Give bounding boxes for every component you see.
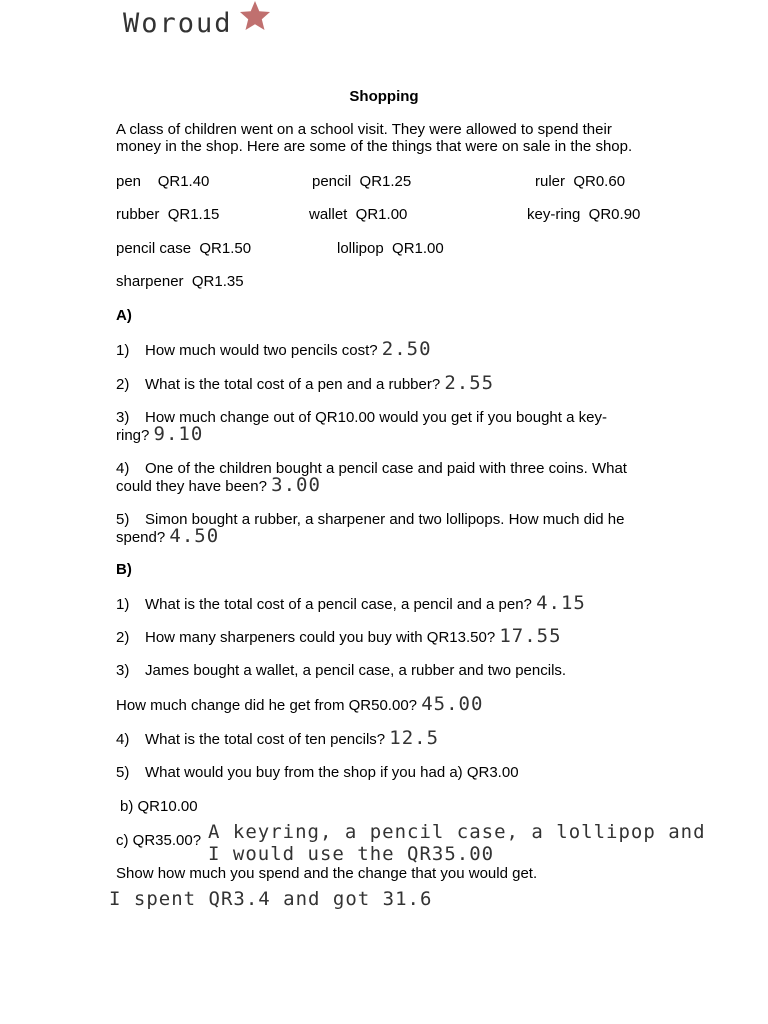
handwritten-answer: 17.55 — [499, 625, 562, 647]
handwritten-answer: 9.10 — [153, 423, 204, 445]
question-number: 1) — [116, 342, 130, 359]
handwritten-answer-c-line1: A keyring, a pencil case, a lollipop and — [208, 821, 706, 843]
item-lollipop: lollipop QR1.00 — [337, 240, 444, 257]
question-text: How much would two pencils cost? — [145, 342, 378, 359]
question-number: 3) — [116, 409, 130, 426]
item-sharpener: sharpener QR1.35 — [116, 273, 244, 290]
star-icon — [237, 0, 273, 33]
item-ruler: ruler QR0.60 — [535, 173, 626, 190]
question-text: What is the total cost of a pen and a rubber? — [145, 376, 441, 393]
student-name: Woroud — [123, 8, 233, 39]
question-a2 — [116, 372, 495, 394]
question-text: What is the total cost of a pencil case, a pencil and a pen? — [145, 596, 532, 613]
question-text: How much change out of QR10.00 would you get if you bought a key-ring? — [116, 409, 607, 444]
item-pen: pen QR1.40 — [116, 173, 210, 190]
question-b3-followup — [116, 693, 484, 715]
option-b: b) QR10.00 — [120, 798, 198, 815]
item-rubber: rubber QR1.15 — [116, 206, 220, 223]
question-b3 — [116, 662, 566, 679]
question-number: 1) — [116, 596, 130, 613]
question-text: What is the total cost of ten pencils? — [145, 731, 386, 748]
question-text: What would you buy from the shop if you had a) QR3.00 — [145, 764, 519, 781]
question-text: How many sharpeners could you buy with QR13.50? — [145, 629, 496, 646]
handwritten-answer: 2.55 — [444, 372, 495, 394]
question-number: 5) — [116, 511, 130, 528]
question-number: 4) — [116, 731, 130, 748]
question-a3 — [116, 409, 636, 444]
handwritten-answer-c-line2: I would use the QR35.00 — [208, 843, 495, 865]
question-text: James bought a wallet, a pencil case, a rubber and two pencils. — [145, 662, 567, 679]
question-a5 — [116, 511, 656, 546]
show-work-instruction: Show how much you spend and the change that you would get. — [116, 865, 538, 882]
question-b2 — [116, 625, 562, 647]
handwritten-answer: 4.50 — [169, 525, 220, 547]
item-wallet: wallet QR1.00 — [309, 206, 408, 223]
question-number: 3) — [116, 662, 130, 679]
section-a-heading: A) — [116, 307, 132, 324]
handwritten-answer: 4.15 — [536, 592, 586, 614]
question-b1 — [116, 592, 586, 614]
handwritten-answer: 2.50 — [381, 338, 432, 360]
handwritten-answer: 3.00 — [271, 474, 321, 496]
page-title: Shopping — [349, 88, 419, 105]
question-a1 — [116, 338, 432, 360]
intro-paragraph: A class of children went on a school visit. They were allowed to spend their money in the shop. Here are some of the things that were on sale in the shop. — [116, 121, 633, 155]
question-a4 — [116, 460, 656, 495]
question-number: 2) — [116, 376, 130, 393]
question-number: 4) — [116, 460, 130, 477]
handwritten-final-answer: I spent QR3.4 and got 31.6 — [109, 888, 433, 910]
item-keyring: key-ring QR0.90 — [527, 206, 641, 223]
section-b-heading: B) — [116, 561, 132, 578]
question-text: How much change did he get from QR50.00? — [116, 697, 418, 714]
question-b4 — [116, 727, 440, 749]
question-b5 — [116, 764, 519, 781]
question-number: 2) — [116, 629, 130, 646]
question-number: 5) — [116, 764, 130, 781]
question-text: Simon bought a rubber, a sharpener and two lollipops. How much did he spend? — [116, 511, 625, 546]
question-text: One of the children bought a pencil case and paid with three coins. What could they have been? — [116, 460, 627, 495]
handwritten-answer: 45.00 — [421, 693, 484, 715]
item-pencil-case: pencil case QR1.50 — [116, 240, 252, 257]
item-pencil: pencil QR1.25 — [312, 173, 412, 190]
option-c: c) QR35.00? — [116, 832, 202, 849]
handwritten-answer: 12.5 — [389, 727, 440, 749]
